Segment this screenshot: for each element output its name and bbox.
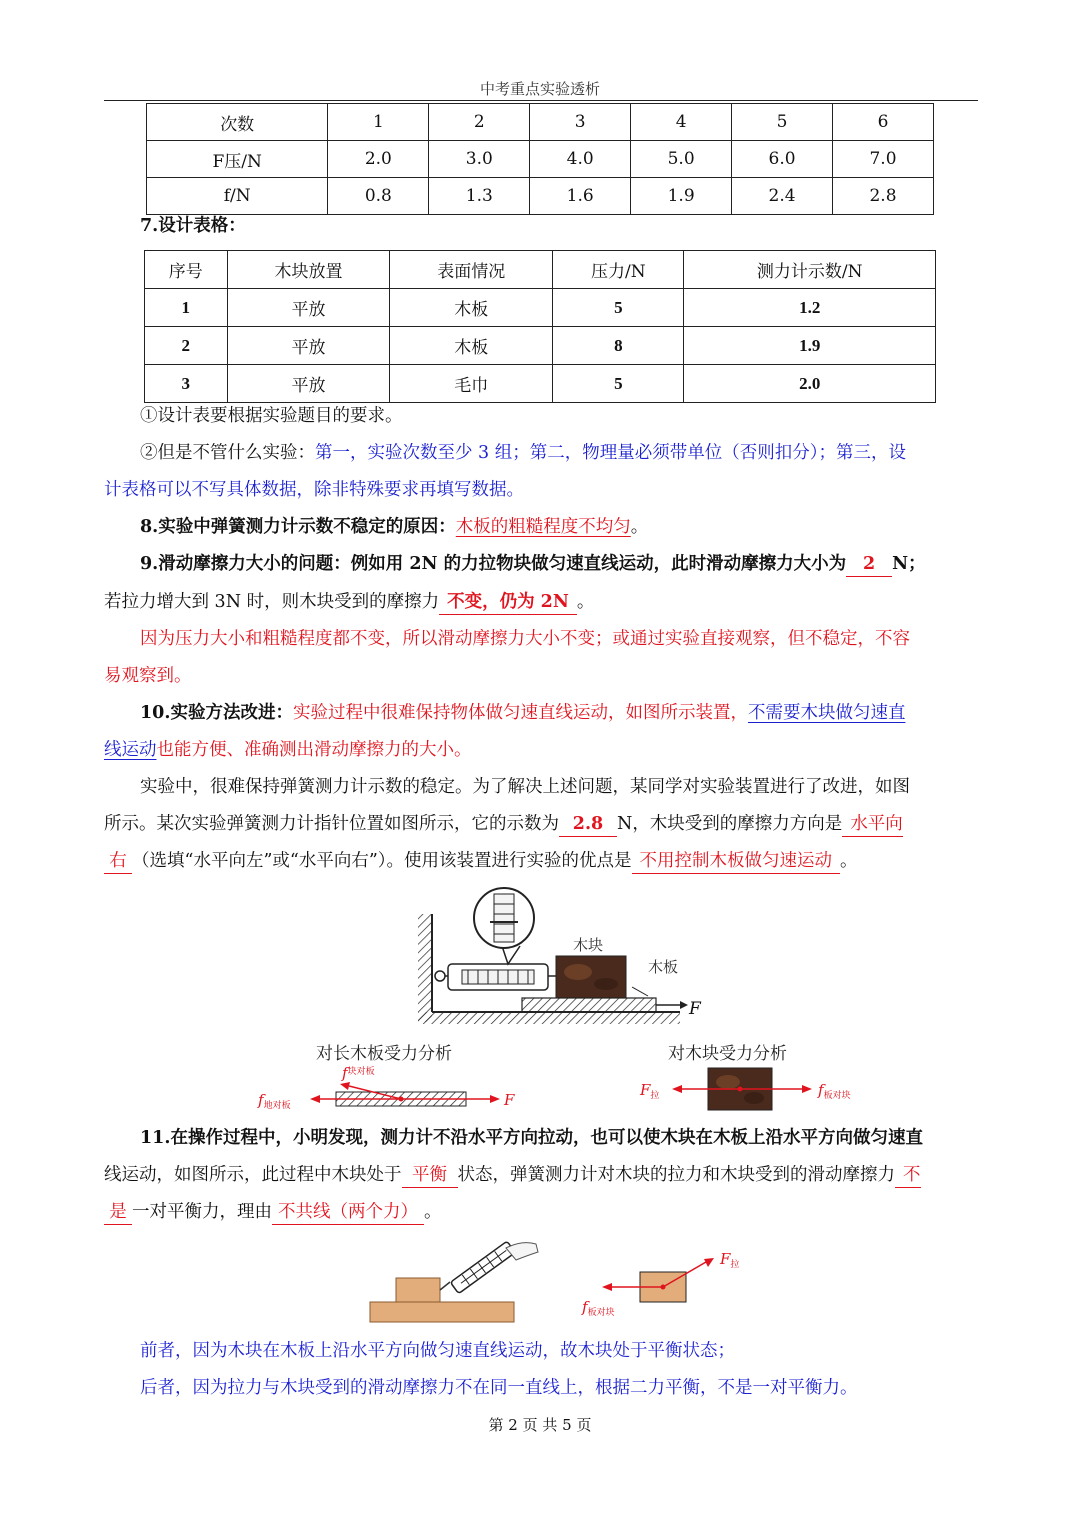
section-8-answer: 木板的粗糙程度不均匀: [455, 517, 631, 537]
column-header: 序号: [145, 251, 228, 289]
table-cell: 4: [631, 104, 732, 141]
table-row: [147, 178, 934, 215]
section-11-text-b: 线运动，如图所示，此过程中木块处于: [104, 1165, 402, 1185]
section-10-line-1: [140, 701, 978, 725]
table-cell: 5: [553, 289, 684, 327]
section-11-line-1: [140, 1126, 978, 1150]
section-9-explanation-2: 易观察到。: [104, 666, 192, 686]
section-9-text: 9.滑动摩擦力大小的问题：例如用 2N 的力拉物块做匀速直线运动，此时滑动摩擦力大小为: [140, 554, 847, 574]
table-cell: 木板: [390, 289, 553, 327]
answer-blank: 2.8: [559, 812, 617, 837]
column-header: 压力/N: [553, 251, 684, 289]
column-header: 测力计示数/N: [684, 251, 936, 289]
section-10-label: 10.实验方法改进：: [140, 703, 293, 723]
answer-blank: 是: [104, 1200, 132, 1225]
section-11-end: 。: [424, 1202, 442, 1222]
table-cell: F压/N: [147, 141, 328, 178]
paragraph-3-end: 。: [840, 851, 858, 871]
angled-spring-scale: [450, 1241, 515, 1293]
f-ground-label: f: [258, 1091, 264, 1109]
section-10-blue-underlined: 不需要木块做匀速直: [747, 703, 906, 723]
section-10-red: 实验过程中很难保持物体做匀速直线运动，如图所示装置，: [292, 703, 748, 723]
f-board-block-subscript: 板对块: [823, 1091, 851, 1101]
board-pointer-line: [632, 987, 648, 996]
table-cell: 1.6: [530, 178, 631, 215]
table-row: [147, 141, 934, 178]
table-row: [145, 365, 936, 403]
wooden-block: [556, 956, 626, 998]
answer-blank: 不变，仍为 2N: [439, 590, 577, 615]
table-cell: 平放: [227, 327, 390, 365]
table-row: [145, 327, 936, 365]
apparatus-figure: [410, 884, 710, 1026]
F-label: F: [504, 1091, 515, 1109]
table-row: [145, 289, 936, 327]
note-2-line-1: [140, 441, 978, 465]
section-9-explanation-1: 因为压力大小和粗糙程度都不变，所以滑动摩擦力大小不变；或通过实验直接观察，但不稳定，不容: [140, 629, 910, 649]
paragraph-2: [104, 812, 978, 837]
table-cell: 2: [145, 327, 228, 365]
answer-blank: 水平向: [842, 812, 903, 837]
paragraph-2-text: 所示。某次实验弹簧测力计指针位置如图所示，它的示数为: [104, 814, 559, 834]
section-9-end: 。: [576, 592, 595, 612]
svg-text:f地对板: [257, 1091, 291, 1111]
explanation-former: 前者，因为木块在木板上沿水平方向做匀速直线运动，故木块处于平衡状态；: [140, 1341, 735, 1361]
svg-text:f块对板: [341, 1064, 375, 1082]
f-ground-subscript: 地对板: [263, 1101, 291, 1111]
note-1: ①设计表要根据实验题目的要求。: [140, 406, 403, 426]
section-11-line-3: [104, 1200, 978, 1225]
section-7-heading: 7.设计表格：: [140, 216, 246, 236]
board-label: 木板: [648, 958, 679, 976]
block-force-diagram: [634, 1064, 874, 1114]
answer-blank: 不用控制木板做匀速运动: [632, 849, 841, 874]
table-cell: 平放: [227, 365, 390, 403]
table-cell: 1: [145, 289, 228, 327]
table-cell: 1.3: [429, 178, 530, 215]
f-label-2: f: [582, 1298, 588, 1316]
table-row: [147, 104, 934, 141]
section-11-text-d: 一对平衡力，理由: [132, 1202, 272, 1222]
table-cell: 次数: [147, 104, 328, 141]
answer-blank: 2: [846, 552, 892, 577]
F-pull-label: F: [640, 1081, 651, 1099]
block-label: 木块: [573, 936, 604, 954]
note-2-blue-text: 第一，实验次数至少 3 组；第二，物理量必须带单位（否则扣分）；第三，设: [315, 443, 907, 463]
table-cell: 2.0: [328, 141, 429, 178]
table-cell: 3: [530, 104, 631, 141]
section-11-text: 11.在操作过程中，小明发现，测力计不沿水平方向拉动，也可以使木块在木板上沿水平方向做匀速直: [140, 1128, 923, 1148]
table-cell: 毛巾: [390, 365, 553, 403]
column-header: 表面情况: [390, 251, 553, 289]
design-table: [144, 250, 936, 403]
board-force-diagram: [254, 1064, 524, 1114]
table-cell: 6.0: [732, 141, 833, 178]
answer-blank: 右: [104, 849, 132, 874]
table-cell: 4.0: [530, 141, 631, 178]
section-8-label: 8.实验中弹簧测力计示数不稳定的原因：: [140, 517, 456, 537]
note-2-prefix: ②但是不管什么实验：: [140, 443, 315, 463]
table-cell: 5: [553, 365, 684, 403]
section-11-text-c: 状态，弹簧测力计对木块的拉力和木块受到的滑动摩擦力: [457, 1165, 895, 1185]
table-cell: 3.0: [429, 141, 530, 178]
table-cell: 1.2: [684, 289, 936, 327]
table-cell: 5.0: [631, 141, 732, 178]
table-cell: 木板: [390, 327, 553, 365]
table-header-row: [145, 251, 936, 289]
table-cell: 1.9: [631, 178, 732, 215]
angled-pull-figure: [366, 1238, 546, 1328]
magnifier-callout: [474, 888, 534, 964]
table-cell: 6: [833, 104, 934, 141]
section-9-line-1: [140, 552, 978, 577]
section-11-line-2: [104, 1163, 978, 1188]
svg-text:F拉: [639, 1081, 659, 1101]
paragraph-2-text-b: N，木块受到的摩擦力方向是: [617, 814, 843, 834]
section-9-line-2: [104, 590, 978, 615]
table-cell: 2.0: [684, 365, 936, 403]
paragraph-3: [104, 849, 978, 874]
force-label: F: [689, 999, 701, 1019]
data-table-1: [146, 103, 934, 215]
f-block-board-label: f: [342, 1064, 348, 1082]
page-footer: 第 2 页 共 5 页: [488, 1416, 592, 1434]
svg-text:f板对块: [817, 1081, 851, 1101]
table-cell: 3: [145, 365, 228, 403]
table-cell: 2.4: [732, 178, 833, 215]
F-pull-subscript-2: 拉: [730, 1260, 740, 1270]
section-8-end: 。: [630, 517, 649, 537]
table-cell: 8: [553, 327, 684, 365]
page-header: 中考重点实验透析: [479, 80, 600, 98]
section-9-question: 若拉力增大到 3N 时，则木块受到的摩擦力: [104, 592, 440, 612]
table-cell: 7.0: [833, 141, 934, 178]
wooden-board: [522, 998, 688, 1012]
table-cell: 2: [429, 104, 530, 141]
section-10-red-2: 也能方便、准确测出滑动摩擦力的大小。: [156, 740, 472, 760]
svg-text:f板对块: [581, 1298, 615, 1318]
section-10-blue-underlined-2: 线运动: [104, 740, 157, 760]
answer-blank: 平衡: [402, 1163, 458, 1188]
column-header: 木块放置: [227, 251, 390, 289]
section-9-unit: N；: [892, 554, 926, 574]
f-block-board-subscript: 块对板: [347, 1067, 375, 1077]
f-board-block-label: f: [818, 1081, 824, 1099]
table-cell: 0.8: [328, 178, 429, 215]
answer-blank: 不: [895, 1163, 921, 1188]
table-cell: 平放: [227, 289, 390, 327]
paragraph-3-text: （选填“水平向左”或“水平向右”）。使用该装置进行实验的优点是: [132, 851, 632, 871]
spring-scale: [435, 964, 556, 990]
section-8: [140, 515, 978, 539]
table-cell: f/N: [147, 178, 328, 215]
section-10-line-2: [104, 738, 978, 762]
caption-board-analysis: 对长木板受力分析: [316, 1044, 452, 1064]
svg-text:F拉: [719, 1250, 739, 1270]
note-2-line-2: 计表格可以不写具体数据，除非特殊要求再填写数据。: [104, 480, 524, 500]
table-cell: 5: [732, 104, 833, 141]
paragraph-1: 实验中，很难保持弹簧测力计示数的稳定。为了解决上述问题，某同学对实验装置进行了改进，如图: [140, 777, 910, 797]
header-rule: [104, 100, 978, 101]
explanation-latter: 后者，因为拉力与木块受到的滑动摩擦力不在同一直线上，根据二力平衡，不是一对平衡力。: [140, 1378, 858, 1398]
F-pull-label-2: F: [720, 1250, 731, 1268]
F-pull-subscript: 拉: [650, 1091, 660, 1101]
angled-force-diagram: [576, 1248, 776, 1320]
caption-block-analysis: 对木块受力分析: [668, 1044, 787, 1064]
f-subscript-2: 板对块: [587, 1308, 615, 1318]
table-cell: 1.9: [684, 327, 936, 365]
table-cell: 1: [328, 104, 429, 141]
answer-blank: 不共线（两个力）: [272, 1200, 424, 1225]
table-cell: 2.8: [833, 178, 934, 215]
